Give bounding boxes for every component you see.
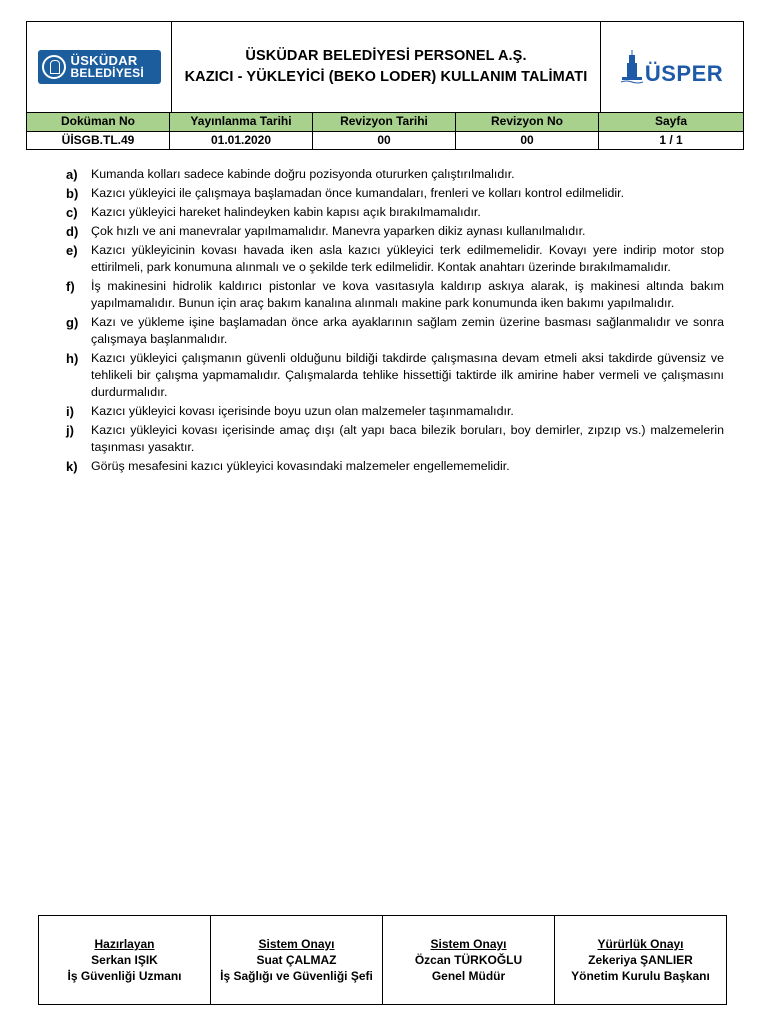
- logo-text-line1: ÜSKÜDAR: [70, 53, 138, 68]
- item-text: Kazıcı yükleyicinin kovası havada iken asla kazıcı yükleyici terk edilmemelidir. Kovayı yere indirip motor stop ettirilmeli, park konumuna alınmalı ve o şekilde terk edilmelidir. Kontak anahtarı üzerinde bırakılmamalıdır.: [91, 243, 724, 274]
- list-item: [67, 223, 724, 240]
- list-item: [67, 458, 724, 475]
- approval-role: Sistem Onayı: [430, 937, 507, 951]
- logo-text-line2: BELEDİYESİ: [70, 66, 144, 80]
- item-text: Kumanda kolları sadece kabinde doğru pozisyonda otururken çalıştırılmalıdır.: [91, 167, 515, 181]
- left-logo-cell: [27, 22, 172, 112]
- item-text: Kazıcı yükleyici çalışmanın güvenli olduğunu bildiği takdirde çalışmasına devam etmeli aksi takdirde güvensiz ve tehlikeli bir çalışma yapmamalıdır. Çalışmalarda tehlike hissettiği taktirde ilk amirine haber vermeli ve çalışmasını durdurmalıdır.: [91, 351, 724, 399]
- item-text: Kazıcı yükleyici hareket halindeyken kabin kapısı açık bırakılmamalıdır.: [91, 205, 481, 219]
- approval-effective: [555, 916, 726, 1004]
- list-item: [67, 242, 724, 276]
- meta-value-page: 1 / 1: [659, 133, 683, 147]
- item-letter: k): [66, 459, 78, 474]
- item-text: Kazı ve yükleme işine başlamadan önce arka ayaklarının sağlam zemin üzerine basması sağlanmalıdır ve sonra çalışmaya başlanmalıdır.: [91, 315, 724, 346]
- instruction-list: [67, 166, 724, 477]
- approval-role: Hazırlayan: [94, 937, 155, 951]
- header-top-row: [26, 21, 744, 113]
- meta-header-doc-no: Doküman No: [27, 113, 170, 131]
- meta-header-row: [27, 113, 743, 131]
- item-letter: i): [66, 404, 74, 419]
- company-title: ÜSKÜDAR BELEDİYESİ PERSONEL A.Ş.: [245, 48, 527, 64]
- meta-value-publish-date: 01.01.2020: [170, 132, 313, 149]
- list-item: [67, 204, 724, 221]
- meta-header-revision-date: Revizyon Tarihi: [313, 113, 456, 131]
- meta-value-revision-date: 00: [313, 132, 456, 149]
- uskudar-belediyesi-logo: [38, 50, 161, 84]
- list-item: [67, 314, 724, 348]
- meta-value-doc-no: ÜİSGB.TL.49: [27, 132, 170, 149]
- list-item: [67, 166, 724, 183]
- title-cell: [172, 22, 601, 112]
- maiden-tower-icon: [621, 49, 643, 85]
- item-text: Kazıcı yükleyici kovası içerisinde boyu uzun olan malzemeler taşınmamalıdır.: [91, 404, 514, 418]
- item-letter: f): [66, 279, 75, 294]
- list-item: [67, 350, 724, 401]
- approval-role: Sistem Onayı: [258, 937, 335, 951]
- list-item: [67, 422, 724, 456]
- list-item: [67, 278, 724, 312]
- meta-header-page: Sayfa: [654, 114, 688, 128]
- list-item: [67, 185, 724, 202]
- municipality-emblem-icon: [42, 55, 66, 79]
- approval-name: Zekeriya ŞANLIER: [588, 953, 693, 967]
- item-letter: j): [66, 423, 74, 438]
- meta-header-publish-date: Yayınlanma Tarihi: [170, 113, 313, 131]
- item-letter: a): [66, 167, 78, 182]
- usper-logo: [621, 49, 723, 85]
- list-item: [67, 403, 724, 420]
- approval-name: Serkan IŞIK: [91, 953, 158, 967]
- item-text: İş makinesini hidrolik kaldırıcı pistonlar ve kova vasıtasıyla kaldırıp askıya alarak, iş makinesi altında bakım yapılmamalıdır. Bunun için araç bakım kanalına alınmalı makine park konumunda iken bakımı yapılmalıdır.: [91, 279, 724, 310]
- item-letter: c): [66, 205, 78, 220]
- item-letter: b): [66, 186, 79, 201]
- approval-name: Özcan TÜRKOĞLU: [414, 953, 523, 967]
- document-title: KAZICI - YÜKLEYİCİ (BEKO LODER) KULLANIM TALİMATI: [184, 69, 588, 85]
- meta-value-row: [27, 131, 743, 149]
- document-meta-table: [26, 112, 744, 150]
- approval-name: Suat ÇALMAZ: [256, 953, 337, 967]
- item-letter: g): [66, 315, 79, 330]
- item-text: Kazıcı yükleyici ile çalışmaya başlamadan önce kumandaları, frenleri ve kolları kontrol edilmelidir.: [91, 186, 625, 200]
- item-text: Kazıcı yükleyici kovası içerisinde amaç dışı (alt yapı baca bilezik boruları, boy demirler, zıpzıp vs.) malzemelerin taşınması yasaktır.: [91, 423, 724, 454]
- approval-system-2: [383, 916, 555, 1004]
- approval-system-1: [211, 916, 383, 1004]
- meta-value-revision-no: 00: [456, 132, 599, 149]
- meta-header-revision-no: Revizyon No: [456, 113, 599, 131]
- item-letter: e): [66, 243, 78, 258]
- item-text: Görüş mesafesini kazıcı yükleyici kovasındaki malzemeler engellememelidir.: [91, 459, 510, 473]
- approval-title: İş Güvenliği Uzmanı: [67, 969, 182, 983]
- usper-logo-text: ÜSPER: [644, 61, 724, 86]
- approval-prepared: [39, 916, 211, 1004]
- item-text: Çok hızlı ve ani manevralar yapılmamalıdır. Manevra yaparken dikiz aynası kullanılmalıdır.: [91, 224, 586, 238]
- approval-title: İş Sağlığı ve Güvenliği Şefi: [220, 969, 373, 983]
- approval-title: Genel Müdür: [431, 969, 506, 983]
- approval-role: Yürürlük Onayı: [597, 937, 684, 951]
- approval-footer: [38, 915, 727, 1005]
- right-logo-cell: [601, 22, 743, 112]
- approval-title: Yönetim Kurulu Başkanı: [571, 969, 710, 983]
- item-letter: d): [66, 224, 79, 239]
- item-letter: h): [66, 351, 79, 366]
- document-header: [26, 21, 744, 148]
